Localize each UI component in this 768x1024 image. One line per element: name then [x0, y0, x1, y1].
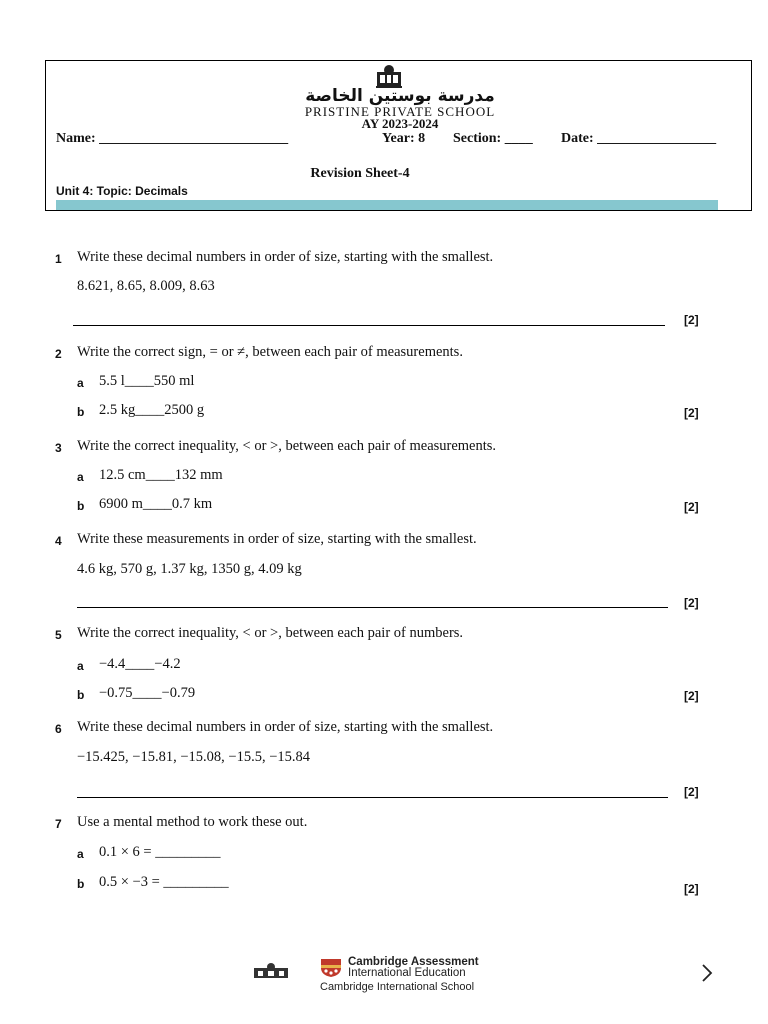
unit-topic: Unit 4: Topic: Decimals — [56, 184, 188, 198]
marks-label: [2] — [684, 500, 699, 514]
question-number: 6 — [55, 722, 62, 736]
question-text: Write these decimal numbers in order of size, starting with the smallest. — [77, 719, 494, 735]
question-text: Write the correct sign, = or ≠, between each pair of measurements. — [77, 344, 463, 360]
school-name-english: PRISTINE PRIVATE SCHOOL — [304, 104, 496, 119]
question-text: Write the correct inequality, < or >, between each pair of measurements. — [77, 438, 497, 454]
sub-label-a: a — [77, 376, 84, 390]
marks-label: [2] — [684, 785, 699, 799]
school-name-arabic: مدرسة بوستين الخاصة — [305, 86, 495, 106]
sub-label-b: b — [77, 877, 85, 891]
question-data: 4.6 kg, 570 g, 1.37 kg, 1350 g, 4.09 kg — [77, 561, 302, 577]
sub-question-b: 6900 m____0.7 km — [99, 496, 213, 512]
sub-question-b: 0.5 × −3 = _________ — [99, 874, 229, 890]
sub-label-a: a — [77, 659, 84, 673]
header-divider-bar — [56, 200, 718, 210]
sub-question-a: 5.5 l____550 ml — [99, 373, 195, 389]
cambridge-line-1: Cambridge Assessment — [348, 956, 479, 968]
answer-line — [77, 607, 668, 608]
sub-label-a: a — [77, 470, 84, 484]
section-field: Section: ____ — [453, 131, 533, 146]
question-number: 7 — [55, 817, 62, 831]
question-number: 5 — [55, 628, 62, 642]
sub-label-b: b — [77, 688, 85, 702]
question-text: Use a mental method to work these out. — [77, 814, 308, 830]
sub-question-a: 0.1 × 6 = _________ — [99, 844, 221, 860]
question-text: Write these decimal numbers in order of size, starting with the smallest. — [77, 249, 494, 265]
answer-line — [77, 797, 668, 798]
cambridge-line-2: International Education — [348, 967, 466, 979]
marks-label: [2] — [684, 596, 699, 610]
question-text: Write the correct inequality, < or >, between each pair of numbers. — [77, 625, 464, 641]
marks-label: [2] — [684, 882, 699, 896]
question-number: 2 — [55, 347, 62, 361]
sub-label-b: b — [77, 405, 85, 419]
question-data: −15.425, −15.81, −15.08, −15.5, −15.84 — [77, 749, 311, 765]
year-field: Year: 8 — [382, 131, 426, 146]
name-field: Name: ___________________________ — [56, 131, 289, 146]
sub-question-b: 2.5 kg____2500 g — [99, 402, 205, 418]
sheet-title: Revision Sheet-4 — [310, 166, 410, 181]
sub-question-b: −0.75____−0.79 — [99, 685, 196, 701]
cambridge-shield-icon — [320, 958, 342, 978]
marks-label: [2] — [684, 313, 699, 327]
question-text: Write these measurements in order of size, starting with the smallest. — [77, 531, 477, 547]
marks-label: [2] — [684, 689, 699, 703]
question-data: 8.621, 8.65, 8.009, 8.63 — [77, 278, 215, 294]
sub-label-b: b — [77, 499, 85, 513]
academic-year: AY 2023-2024 — [361, 116, 439, 131]
sub-question-a: 12.5 cm____132 mm — [99, 467, 223, 483]
answer-line — [73, 325, 665, 326]
question-number: 4 — [55, 534, 62, 548]
sub-question-a: −4.4____−4.2 — [99, 656, 181, 672]
date-field: Date: _________________ — [561, 131, 717, 146]
question-number: 3 — [55, 441, 62, 455]
cambridge-line-3: Cambridge International School — [320, 981, 475, 993]
question-number: 1 — [55, 252, 62, 266]
footer-school-logo-icon — [252, 962, 290, 980]
sub-label-a: a — [77, 847, 84, 861]
marks-label: [2] — [684, 406, 699, 420]
next-page-chevron-icon[interactable] — [700, 962, 714, 984]
